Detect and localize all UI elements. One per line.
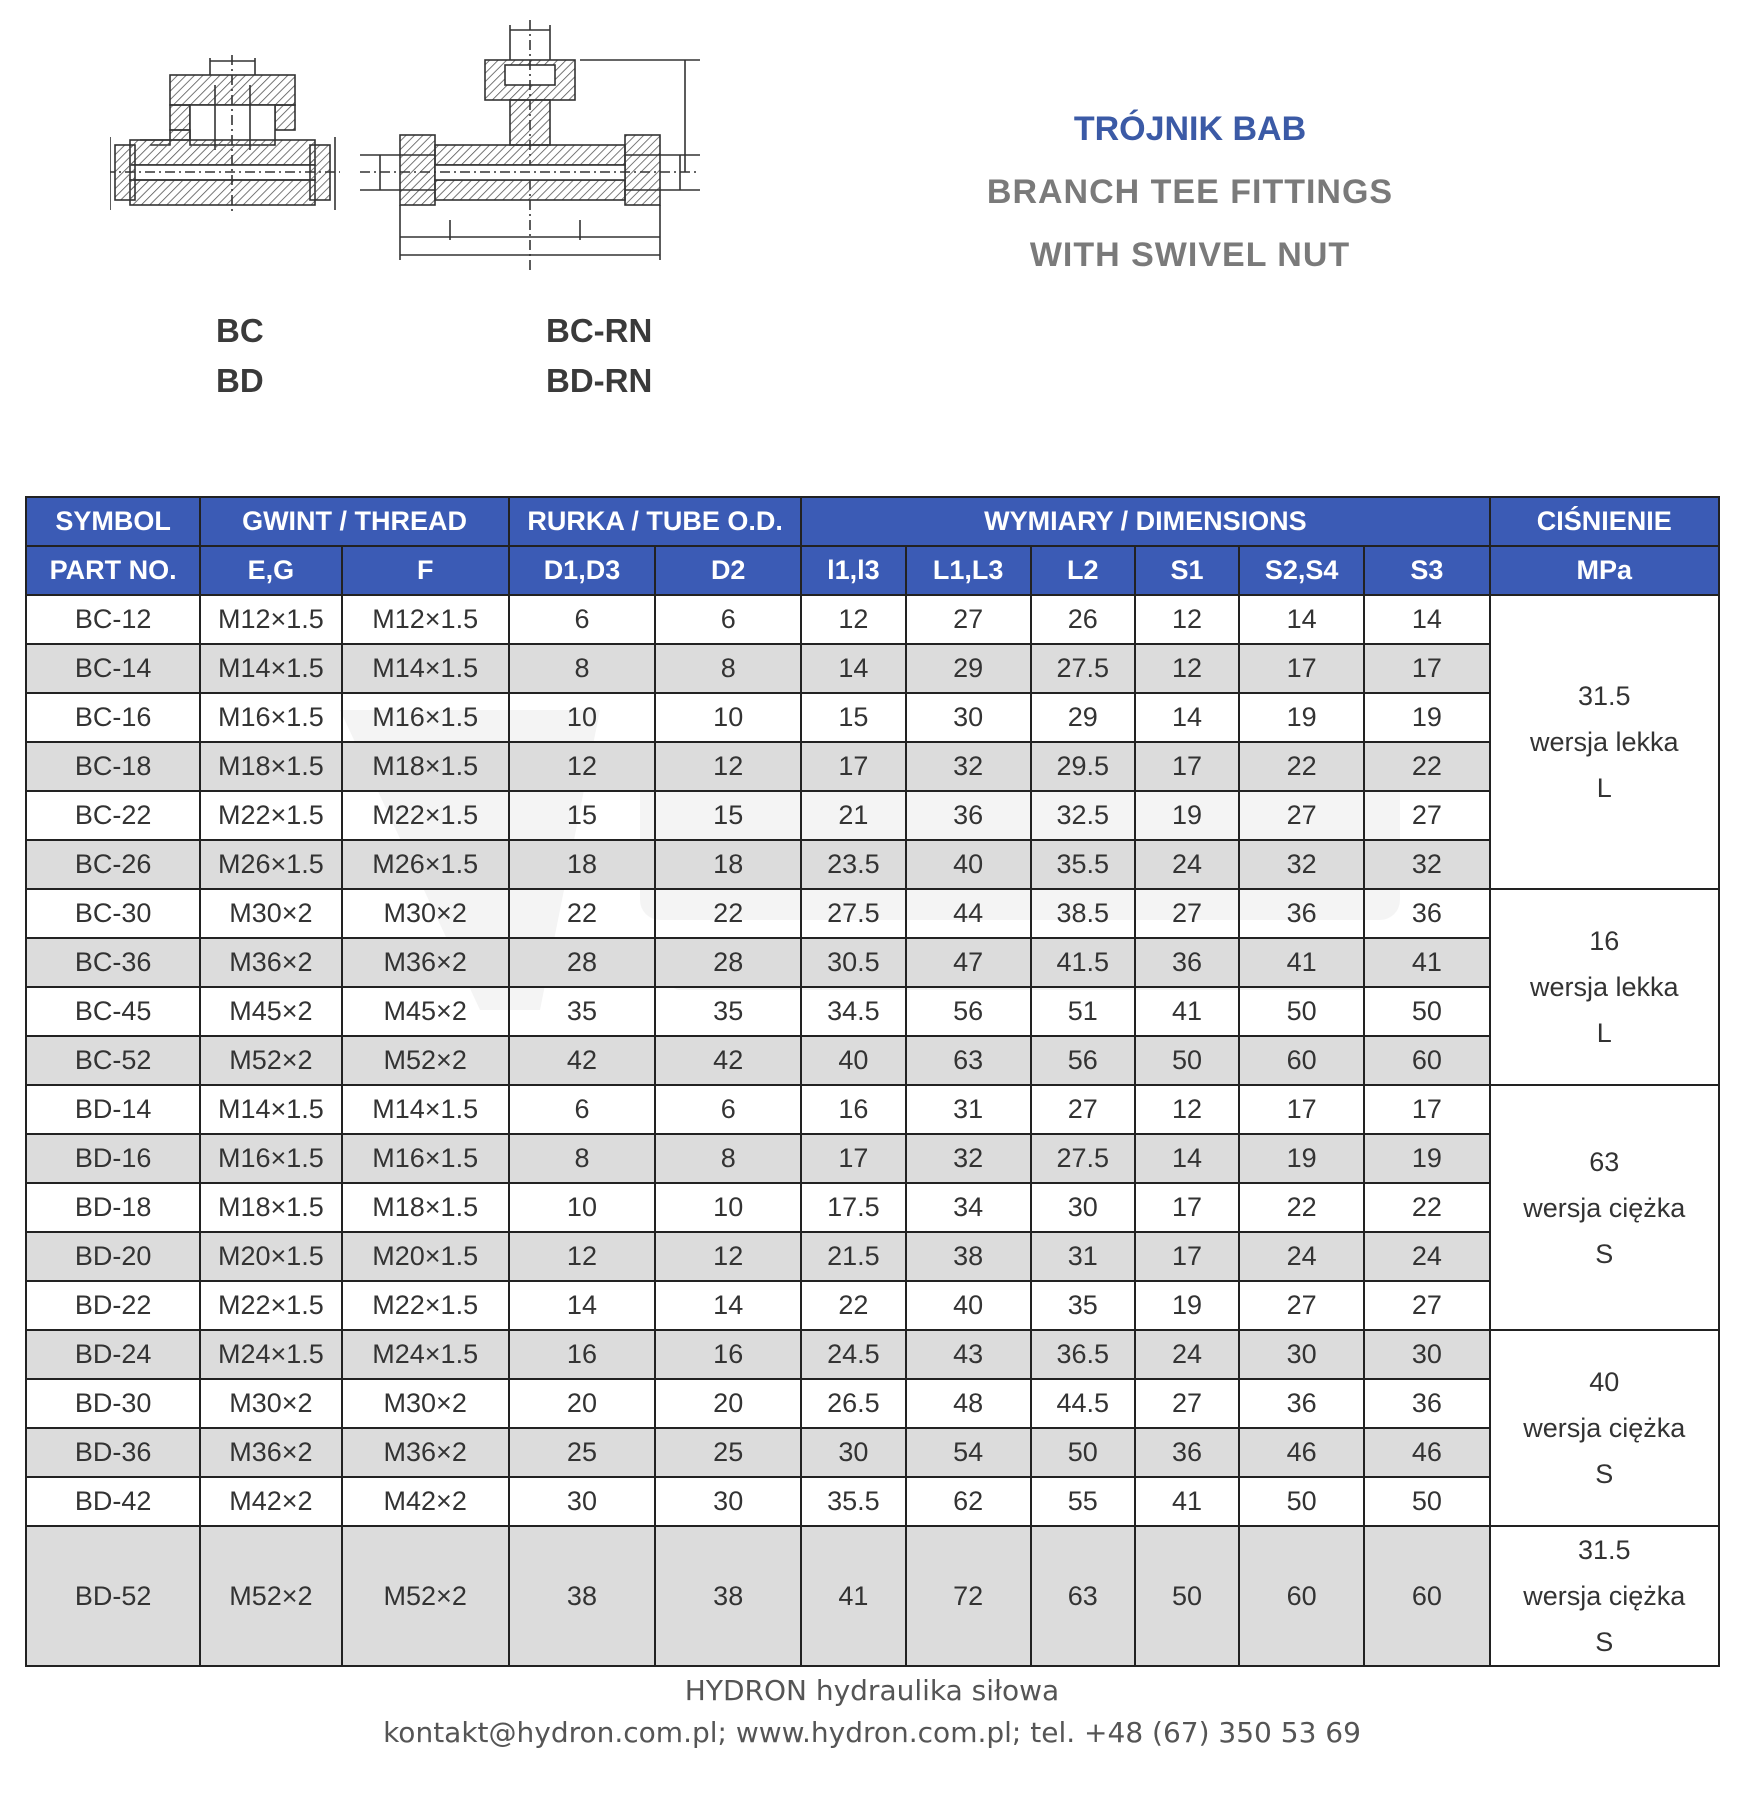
table-cell: 30 [906, 693, 1031, 742]
table-cell: 51 [1031, 987, 1135, 1036]
table-cell: 24 [1135, 840, 1239, 889]
pressure-code: L [1596, 773, 1612, 803]
pressure-code: L [1596, 1018, 1612, 1048]
table-row [26, 938, 1719, 987]
table-cell: 28 [655, 938, 801, 987]
table-cell: M12×1.5 [342, 595, 509, 644]
table-cell: M52×2 [200, 1036, 341, 1085]
table-cell: 15 [655, 791, 801, 840]
table-cell: 14 [1239, 595, 1364, 644]
table-cell: 40 [801, 1036, 905, 1085]
table-cell: 27 [1364, 791, 1489, 840]
table-cell: 12 [801, 595, 905, 644]
table-cell: 17 [1135, 1183, 1239, 1232]
table-cell: 42 [655, 1036, 801, 1085]
title-polish: TRÓJNIK BAB [1073, 110, 1307, 148]
pressure-value: 31.5 [1577, 681, 1631, 711]
header-l1l3-small: l1,l3 [801, 546, 905, 595]
table-cell: 35 [1031, 1281, 1135, 1330]
table-row [26, 1281, 1719, 1330]
table-cell: 10 [655, 693, 801, 742]
table-row [26, 595, 1719, 644]
title-english-line-2: WITH SWIVEL NUT [1029, 236, 1351, 274]
table-cell: 27.5 [1031, 644, 1135, 693]
table-cell: 16 [655, 1330, 801, 1379]
table-cell: 17 [1364, 644, 1489, 693]
table-cell: M18×1.5 [200, 742, 341, 791]
table-cell: 50 [1364, 1477, 1489, 1526]
pressure-cell [1490, 595, 1720, 889]
title-english-line-1: BRANCH TEE FITTINGS [986, 173, 1394, 211]
header-l1l3: L1,L3 [906, 546, 1031, 595]
table-cell: 60 [1239, 1036, 1364, 1085]
table-row [26, 1036, 1719, 1085]
table-cell: M30×2 [200, 1379, 341, 1428]
table-cell: 27 [1135, 889, 1239, 938]
table-cell: M12×1.5 [200, 595, 341, 644]
table-cell: 32.5 [1031, 791, 1135, 840]
table-cell: M14×1.5 [200, 644, 341, 693]
header-s3: S3 [1364, 546, 1489, 595]
table-row [26, 1526, 1719, 1666]
table-cell: 25 [655, 1428, 801, 1477]
table-cell: 27 [1239, 791, 1364, 840]
pressure-code: S [1595, 1627, 1614, 1657]
table-cell: M42×2 [200, 1477, 341, 1526]
table-cell: 14 [509, 1281, 655, 1330]
table-cell: M36×2 [200, 938, 341, 987]
header-thread: GWINT / THREAD [200, 497, 509, 546]
table-cell: 29 [906, 644, 1031, 693]
table-cell: 32 [906, 742, 1031, 791]
table-cell: 30 [1031, 1183, 1135, 1232]
table-row [26, 1379, 1719, 1428]
table-cell: 18 [509, 840, 655, 889]
table-cell: 35.5 [801, 1477, 905, 1526]
table-cell: 22 [655, 889, 801, 938]
table-cell: 30.5 [801, 938, 905, 987]
table-cell: 36 [1239, 1379, 1364, 1428]
table-cell: 24.5 [801, 1330, 905, 1379]
table-cell: 27 [1364, 1281, 1489, 1330]
table-cell: M36×2 [200, 1428, 341, 1477]
header-f: F [342, 546, 509, 595]
table-cell: 38 [655, 1526, 801, 1666]
table-row [26, 1183, 1719, 1232]
pressure-value: 63 [1589, 1146, 1620, 1177]
table-cell: 22 [1239, 1183, 1364, 1232]
table-cell: M22×1.5 [342, 1281, 509, 1330]
table-cell: 36.5 [1031, 1330, 1135, 1379]
table-cell: M14×1.5 [342, 1085, 509, 1134]
table-cell: 56 [1031, 1036, 1135, 1085]
table-cell: 6 [509, 1085, 655, 1134]
specification-table [25, 496, 1720, 1667]
table-cell: 22 [1364, 742, 1489, 791]
table-cell: 38.5 [1031, 889, 1135, 938]
table-cell: 20 [655, 1379, 801, 1428]
table-cell: 28 [509, 938, 655, 987]
table-cell: 14 [1135, 1134, 1239, 1183]
table-cell: 24 [1239, 1232, 1364, 1281]
pressure-cell [1490, 1330, 1720, 1526]
table-cell: 41 [801, 1526, 905, 1666]
table-cell: 35 [509, 987, 655, 1036]
table-cell: M30×2 [200, 889, 341, 938]
table-cell: 29 [1031, 693, 1135, 742]
table-cell: 15 [801, 693, 905, 742]
header-symbol: SYMBOL [26, 497, 200, 546]
part-number-cell: BC-36 [26, 938, 200, 987]
table-cell: 36 [1239, 889, 1364, 938]
table-cell: 12 [509, 1232, 655, 1281]
footer-company: HYDRON hydraulika siłowa [684, 1674, 1060, 1707]
table-cell: 16 [801, 1085, 905, 1134]
part-number-cell: BD-52 [26, 1526, 200, 1666]
table-cell: 12 [1135, 1085, 1239, 1134]
part-number-cell: BD-18 [26, 1183, 200, 1232]
table-cell: M24×1.5 [200, 1330, 341, 1379]
table-row [26, 791, 1719, 840]
header-d2: D2 [655, 546, 801, 595]
table-cell: 14 [1364, 595, 1489, 644]
table-cell: 21 [801, 791, 905, 840]
table-cell: 63 [1031, 1526, 1135, 1666]
table-cell: 8 [655, 644, 801, 693]
table-cell: 50 [1135, 1036, 1239, 1085]
pressure-cell [1490, 889, 1720, 1085]
table-body [26, 595, 1719, 1666]
table-cell: M20×1.5 [200, 1232, 341, 1281]
table-cell: 17 [801, 1134, 905, 1183]
header-d1d3: D1,D3 [509, 546, 655, 595]
table-cell: 27 [1239, 1281, 1364, 1330]
table-cell: 14 [655, 1281, 801, 1330]
pressure-value: 16 [1589, 926, 1620, 956]
table-cell: 19 [1239, 693, 1364, 742]
table-cell: 19 [1364, 693, 1489, 742]
table-cell: 17.5 [801, 1183, 905, 1232]
table-row [26, 1232, 1719, 1281]
table-cell: M42×2 [342, 1477, 509, 1526]
part-number-cell: BC-16 [26, 693, 200, 742]
table-cell: 54 [906, 1428, 1031, 1477]
table-cell: 22 [509, 889, 655, 938]
table-row [26, 644, 1719, 693]
table-cell: 6 [655, 1085, 801, 1134]
table-cell: 40 [906, 840, 1031, 889]
fitting-drawings [110, 15, 810, 415]
table-cell: M24×1.5 [342, 1330, 509, 1379]
table-row [26, 840, 1719, 889]
table-cell: 35 [655, 987, 801, 1036]
part-number-cell: BD-16 [26, 1134, 200, 1183]
header-pressure: CIŚNIENIE [1490, 497, 1720, 546]
table-cell: M36×2 [342, 938, 509, 987]
table-cell: M52×2 [342, 1526, 509, 1666]
part-number-cell: BD-22 [26, 1281, 200, 1330]
table-cell: 30 [655, 1477, 801, 1526]
table-cell: 17 [1364, 1085, 1489, 1134]
table-cell: 34.5 [801, 987, 905, 1036]
table-cell: 17 [1239, 644, 1364, 693]
table-cell: 40 [906, 1281, 1031, 1330]
table-cell: 19 [1135, 1281, 1239, 1330]
table-cell: 17 [801, 742, 905, 791]
table-cell: 36 [1364, 889, 1489, 938]
table-cell: M16×1.5 [342, 693, 509, 742]
table-cell: 17 [1239, 1085, 1364, 1134]
table-cell: 26.5 [801, 1379, 905, 1428]
table-cell: 36 [1364, 1379, 1489, 1428]
table-cell: 24 [1135, 1330, 1239, 1379]
part-number-cell: BD-14 [26, 1085, 200, 1134]
variant-label-bc-rn: BC-RN [546, 312, 653, 349]
table-cell: 21.5 [801, 1232, 905, 1281]
part-number-cell: BC-22 [26, 791, 200, 840]
table-cell: 12 [1135, 595, 1239, 644]
header-s2s4: S2,S4 [1239, 546, 1364, 595]
header-l2: L2 [1031, 546, 1135, 595]
part-number-cell: BC-12 [26, 595, 200, 644]
table-cell: 34 [906, 1183, 1031, 1232]
table-cell: 44 [906, 889, 1031, 938]
table-row [26, 693, 1719, 742]
table-cell: 30 [509, 1477, 655, 1526]
table-cell: 63 [906, 1036, 1031, 1085]
table-cell: 27 [1135, 1379, 1239, 1428]
table-cell: 30 [1364, 1330, 1489, 1379]
table-cell: 18 [655, 840, 801, 889]
table-row [26, 1134, 1719, 1183]
table-cell: M36×2 [342, 1428, 509, 1477]
table-cell: M18×1.5 [342, 1183, 509, 1232]
table-cell: 8 [509, 644, 655, 693]
table-row [26, 1428, 1719, 1477]
table-cell: M52×2 [200, 1526, 341, 1666]
table-cell: 31 [1031, 1232, 1135, 1281]
table-cell: M26×1.5 [200, 840, 341, 889]
table-cell: 12 [655, 1232, 801, 1281]
table-cell: 43 [906, 1330, 1031, 1379]
table-cell: M16×1.5 [342, 1134, 509, 1183]
table-cell: 46 [1239, 1428, 1364, 1477]
header-s1: S1 [1135, 546, 1239, 595]
table-cell: M22×1.5 [342, 791, 509, 840]
table-cell: 32 [1364, 840, 1489, 889]
header-mpa: MPa [1490, 546, 1720, 595]
header-eg: E,G [200, 546, 341, 595]
pressure-version: wersja lekka [1529, 727, 1679, 757]
table-cell: 32 [906, 1134, 1031, 1183]
part-number-cell: BC-18 [26, 742, 200, 791]
table-cell: 8 [655, 1134, 801, 1183]
table-cell: 62 [906, 1477, 1031, 1526]
variant-label-bd: BD [216, 362, 264, 399]
table-cell: M18×1.5 [200, 1183, 341, 1232]
table-cell: 29.5 [1031, 742, 1135, 791]
pressure-version: wersja ciężka [1523, 1581, 1686, 1611]
pressure-cell [1490, 1085, 1720, 1330]
table-cell: M14×1.5 [200, 1085, 341, 1134]
table-cell: 31 [906, 1085, 1031, 1134]
table-cell: 41 [1364, 938, 1489, 987]
table-cell: 17 [1135, 742, 1239, 791]
table-cell: 22 [1364, 1183, 1489, 1232]
part-number-cell: BC-30 [26, 889, 200, 938]
table-cell: 38 [509, 1526, 655, 1666]
table-cell: 19 [1135, 791, 1239, 840]
table-cell: 36 [906, 791, 1031, 840]
table-cell: M16×1.5 [200, 693, 341, 742]
table-row [26, 1085, 1719, 1134]
part-number-cell: BC-14 [26, 644, 200, 693]
bc-rn-bd-rn-drawing [360, 20, 700, 270]
table-cell: 36 [1135, 938, 1239, 987]
table-cell: 19 [1364, 1134, 1489, 1183]
table-cell: 41 [1135, 987, 1239, 1036]
pressure-value: 31.5 [1577, 1535, 1631, 1565]
table-cell: M45×2 [342, 987, 509, 1036]
table-cell: 14 [801, 644, 905, 693]
table-cell: 12 [655, 742, 801, 791]
table-cell: 16 [509, 1330, 655, 1379]
table-cell: 30 [1239, 1330, 1364, 1379]
table-cell: 42 [509, 1036, 655, 1085]
table-cell: 8 [509, 1134, 655, 1183]
table-cell: M14×1.5 [342, 644, 509, 693]
table-cell: 60 [1364, 1036, 1489, 1085]
table-cell: 6 [509, 595, 655, 644]
table-cell: M22×1.5 [200, 791, 341, 840]
table-cell: 30 [801, 1428, 905, 1477]
table-cell: 17 [1135, 1232, 1239, 1281]
table-cell: 44.5 [1031, 1379, 1135, 1428]
pressure-value: 40 [1589, 1367, 1620, 1397]
table-cell: 60 [1364, 1526, 1489, 1666]
part-number-cell: BD-20 [26, 1232, 200, 1281]
table-row [26, 1330, 1719, 1379]
table-header-row-top [26, 497, 1719, 546]
part-number-cell: BD-36 [26, 1428, 200, 1477]
pressure-version: wersja ciężka [1523, 1413, 1686, 1443]
table-cell: 41 [1239, 938, 1364, 987]
table-cell: 27.5 [801, 889, 905, 938]
part-number-cell: BD-42 [26, 1477, 200, 1526]
table-cell: 47 [906, 938, 1031, 987]
table-cell: M20×1.5 [342, 1232, 509, 1281]
table-cell: M45×2 [200, 987, 341, 1036]
table-cell: 41.5 [1031, 938, 1135, 987]
header-tube: RURKA / TUBE O.D. [509, 497, 802, 546]
table-cell: M18×1.5 [342, 742, 509, 791]
table-cell: 12 [1135, 644, 1239, 693]
table-cell: M52×2 [342, 1036, 509, 1085]
table-cell: 24 [1364, 1232, 1489, 1281]
pressure-version: wersja ciężka [1523, 1192, 1686, 1223]
table-cell: 50 [1239, 1477, 1364, 1526]
table-cell: 32 [1239, 840, 1364, 889]
part-number-cell: BC-45 [26, 987, 200, 1036]
pressure-cell [1490, 1526, 1720, 1666]
table-cell: M26×1.5 [342, 840, 509, 889]
table-cell: 56 [906, 987, 1031, 1036]
table-row [26, 987, 1719, 1036]
table-cell: 46 [1364, 1428, 1489, 1477]
variant-label-bd-rn: BD-RN [546, 362, 653, 399]
table-cell: M30×2 [342, 1379, 509, 1428]
table-cell: 50 [1239, 987, 1364, 1036]
table-cell: 55 [1031, 1477, 1135, 1526]
table-cell: 12 [509, 742, 655, 791]
table-cell: 14 [1135, 693, 1239, 742]
table-cell: 20 [509, 1379, 655, 1428]
table-cell: 35.5 [1031, 840, 1135, 889]
table-cell: 72 [906, 1526, 1031, 1666]
table-cell: 26 [1031, 595, 1135, 644]
table-cell: 41 [1135, 1477, 1239, 1526]
table-cell: 50 [1031, 1428, 1135, 1477]
table-cell: 27 [1031, 1085, 1135, 1134]
table-cell: 10 [655, 1183, 801, 1232]
table-cell: M30×2 [342, 889, 509, 938]
table-cell: 27 [906, 595, 1031, 644]
table-cell: 60 [1239, 1526, 1364, 1666]
pressure-version: wersja lekka [1529, 972, 1679, 1002]
table-row [26, 742, 1719, 791]
pressure-code: S [1595, 1459, 1614, 1489]
bc-bd-drawing [110, 55, 340, 215]
table-cell: M16×1.5 [200, 1134, 341, 1183]
table-cell: 22 [1239, 742, 1364, 791]
table-cell: 22 [801, 1281, 905, 1330]
table-row [26, 1477, 1719, 1526]
table-cell: 25 [509, 1428, 655, 1477]
table-cell: 23.5 [801, 840, 905, 889]
part-number-cell: BD-24 [26, 1330, 200, 1379]
table-cell: 19 [1239, 1134, 1364, 1183]
header-part-no: PART NO. [26, 546, 200, 595]
header-dimensions: WYMIARY / DIMENSIONS [801, 497, 1489, 546]
table-cell: 36 [1135, 1428, 1239, 1477]
part-number-cell: BC-52 [26, 1036, 200, 1085]
table-cell: 48 [906, 1379, 1031, 1428]
table-cell: 50 [1364, 987, 1489, 1036]
table-cell: M22×1.5 [200, 1281, 341, 1330]
part-number-cell: BD-30 [26, 1379, 200, 1428]
table-cell: 27.5 [1031, 1134, 1135, 1183]
footer-contact: kontakt@hydron.com.pl; www.hydron.com.pl; tel. +48 (67) 350 53 69 [383, 1716, 1361, 1749]
table-cell: 50 [1135, 1526, 1239, 1666]
table-row [26, 889, 1719, 938]
table-cell: 38 [906, 1232, 1031, 1281]
variant-label-bc: BC [216, 312, 264, 349]
part-number-cell: BC-26 [26, 840, 200, 889]
pressure-code: S [1595, 1238, 1614, 1269]
table-cell: 6 [655, 595, 801, 644]
product-title [940, 110, 1440, 299]
table-cell: 15 [509, 791, 655, 840]
table-header-row-bottom [26, 546, 1719, 595]
table-cell: 10 [509, 693, 655, 742]
table-cell: 10 [509, 1183, 655, 1232]
